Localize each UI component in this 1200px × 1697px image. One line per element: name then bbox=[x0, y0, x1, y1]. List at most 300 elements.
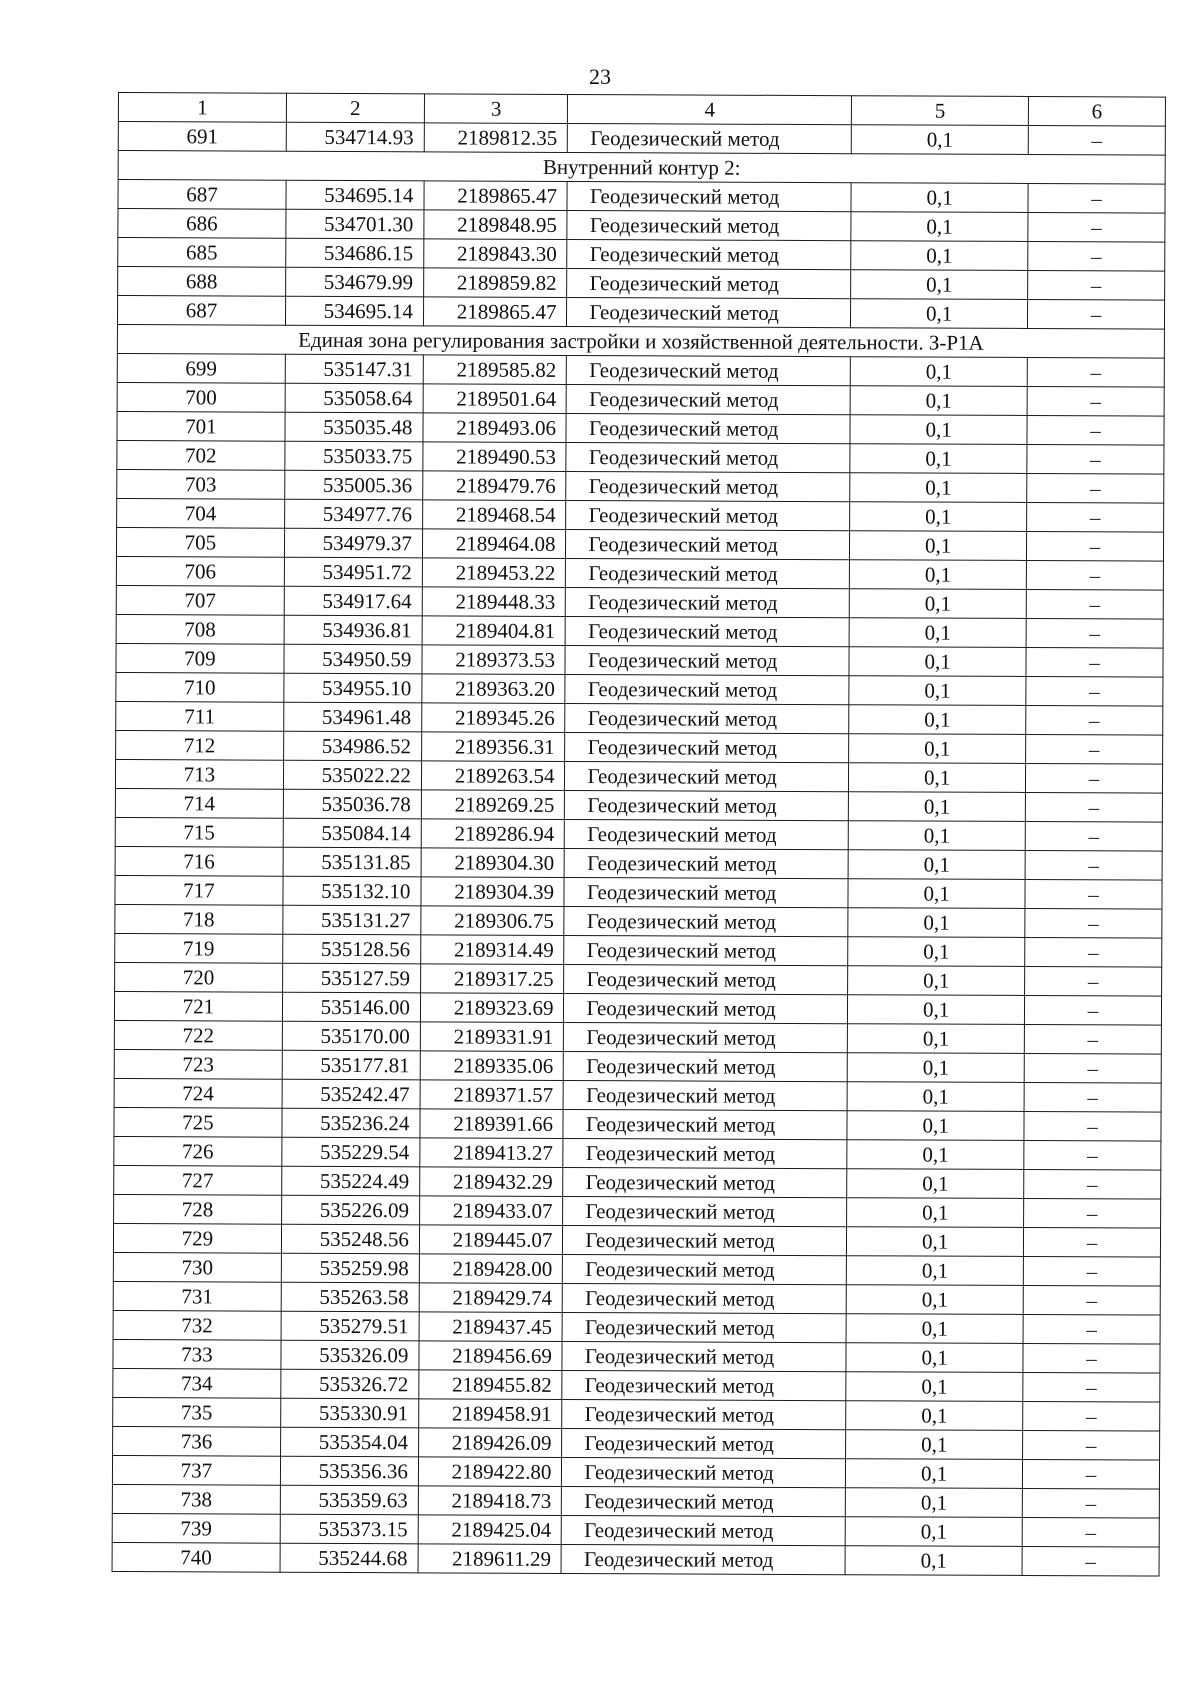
method-cell: Геодезический метод bbox=[563, 1109, 847, 1139]
method-cell: Геодезический метод bbox=[562, 1341, 846, 1371]
point-number-cell: 688 bbox=[118, 267, 286, 297]
x-coordinate-cell: 535356.36 bbox=[280, 1456, 418, 1486]
table-body bbox=[112, 93, 1165, 1577]
accuracy-cell: 0,1 bbox=[846, 1314, 1023, 1344]
note-cell: – bbox=[1024, 1111, 1161, 1141]
y-coordinate-cell: 2189479.76 bbox=[423, 471, 567, 501]
x-coordinate-cell: 535244.68 bbox=[280, 1543, 418, 1573]
x-coordinate-cell: 535242.47 bbox=[282, 1079, 420, 1109]
accuracy-cell: 0,1 bbox=[846, 1285, 1023, 1315]
x-coordinate-cell: 535147.31 bbox=[285, 354, 423, 384]
point-number-cell: 691 bbox=[118, 122, 286, 152]
point-number-cell: 719 bbox=[115, 933, 283, 963]
x-coordinate-cell: 534979.37 bbox=[284, 528, 422, 558]
y-coordinate-cell: 2189437.45 bbox=[419, 1312, 563, 1342]
method-cell: Геодезический метод bbox=[566, 471, 850, 501]
note-cell: – bbox=[1023, 1227, 1160, 1257]
method-cell: Геодезический метод bbox=[563, 1196, 847, 1226]
x-coordinate-cell: 535248.56 bbox=[281, 1224, 419, 1254]
method-cell: Геодезический метод bbox=[563, 1225, 847, 1255]
point-number-cell: 717 bbox=[115, 875, 283, 905]
y-coordinate-cell: 2189331.91 bbox=[420, 1022, 564, 1052]
note-cell: – bbox=[1027, 299, 1164, 329]
table-row bbox=[117, 498, 1164, 532]
point-number-cell: 720 bbox=[115, 962, 283, 992]
point-number-cell: 714 bbox=[115, 788, 283, 818]
method-cell: Геодезический метод bbox=[565, 819, 849, 849]
accuracy-cell: 0,1 bbox=[849, 618, 1026, 648]
method-cell: Геодезический метод bbox=[563, 1138, 847, 1168]
point-number-cell: 703 bbox=[117, 469, 285, 499]
point-number-cell: 704 bbox=[117, 498, 285, 528]
table-row bbox=[115, 846, 1162, 880]
accuracy-cell: 0,1 bbox=[847, 1053, 1024, 1083]
y-coordinate-cell: 2189356.31 bbox=[421, 732, 565, 762]
x-coordinate-cell: 534955.10 bbox=[284, 673, 422, 703]
accuracy-cell: 0,1 bbox=[851, 241, 1028, 271]
point-number-cell: 740 bbox=[112, 1542, 280, 1572]
table-row bbox=[118, 122, 1165, 156]
method-cell: Геодезический метод bbox=[564, 877, 848, 907]
method-cell: Геодезический метод bbox=[564, 1051, 848, 1081]
method-cell: Геодезический метод bbox=[567, 239, 851, 269]
method-cell: Геодезический метод bbox=[562, 1428, 846, 1458]
note-cell: – bbox=[1024, 1053, 1161, 1083]
table-row bbox=[114, 1020, 1161, 1054]
point-number-cell: 707 bbox=[116, 585, 284, 615]
x-coordinate-cell: 535226.09 bbox=[281, 1195, 419, 1225]
table-row bbox=[117, 411, 1164, 445]
y-coordinate-cell: 2189418.73 bbox=[418, 1486, 562, 1516]
note-cell: – bbox=[1028, 212, 1165, 242]
note-cell: – bbox=[1023, 1256, 1160, 1286]
note-cell: – bbox=[1022, 1488, 1159, 1518]
y-coordinate-cell: 2189865.47 bbox=[423, 297, 567, 327]
note-cell: – bbox=[1023, 1343, 1160, 1373]
method-cell: Геодезический метод bbox=[565, 674, 849, 704]
y-coordinate-cell: 2189428.00 bbox=[419, 1254, 563, 1284]
y-coordinate-cell: 2189413.27 bbox=[420, 1138, 564, 1168]
table-row bbox=[113, 1426, 1160, 1460]
method-cell: Геодезический метод bbox=[565, 645, 849, 675]
x-coordinate-cell: 534986.52 bbox=[283, 731, 421, 761]
note-cell: – bbox=[1022, 1459, 1159, 1489]
point-number-cell: 723 bbox=[114, 1049, 282, 1079]
accuracy-cell: 0,1 bbox=[848, 966, 1025, 996]
table-row bbox=[115, 788, 1162, 822]
point-number-cell: 738 bbox=[112, 1484, 280, 1514]
accuracy-cell: 0,1 bbox=[848, 1024, 1025, 1054]
note-cell: – bbox=[1023, 1372, 1160, 1402]
y-coordinate-cell: 2189371.57 bbox=[420, 1080, 564, 1110]
method-cell: Геодезический метод bbox=[564, 935, 848, 965]
accuracy-cell: 0,1 bbox=[846, 1459, 1023, 1489]
accuracy-cell: 0,1 bbox=[850, 531, 1027, 561]
accuracy-cell: 0,1 bbox=[847, 1227, 1024, 1257]
table-row bbox=[115, 933, 1162, 967]
x-coordinate-cell: 535263.58 bbox=[281, 1282, 419, 1312]
y-coordinate-cell: 2189493.06 bbox=[423, 413, 567, 443]
y-coordinate-cell: 2189304.39 bbox=[421, 877, 565, 907]
note-cell: – bbox=[1024, 1024, 1161, 1054]
table-row bbox=[117, 440, 1164, 474]
x-coordinate-cell: 535022.22 bbox=[283, 760, 421, 790]
point-number-cell: 727 bbox=[114, 1165, 282, 1195]
x-coordinate-cell: 535005.36 bbox=[285, 470, 423, 500]
column-header: 2 bbox=[286, 93, 424, 123]
method-cell: Геодезический метод bbox=[564, 1080, 848, 1110]
accuracy-cell: 0,1 bbox=[846, 1430, 1023, 1460]
method-cell: Геодезический метод bbox=[567, 297, 851, 327]
y-coordinate-cell: 2189448.33 bbox=[422, 587, 566, 617]
note-cell: – bbox=[1026, 560, 1163, 590]
table-row bbox=[115, 962, 1162, 996]
accuracy-cell: 0,1 bbox=[850, 502, 1027, 532]
point-number-cell: 731 bbox=[113, 1281, 281, 1311]
method-cell: Геодезический метод bbox=[565, 790, 849, 820]
x-coordinate-cell: 534714.93 bbox=[286, 122, 424, 152]
note-cell: – bbox=[1025, 879, 1162, 909]
point-number-cell: 700 bbox=[117, 382, 285, 412]
y-coordinate-cell: 2189425.04 bbox=[418, 1515, 562, 1545]
accuracy-cell: 0,1 bbox=[851, 357, 1028, 387]
note-cell: – bbox=[1028, 270, 1165, 300]
accuracy-cell: 0,1 bbox=[849, 734, 1026, 764]
point-number-cell: 735 bbox=[113, 1397, 281, 1427]
table-row bbox=[114, 1136, 1161, 1170]
method-cell: Геодезический метод bbox=[564, 964, 848, 994]
table-row bbox=[116, 527, 1163, 561]
table-row bbox=[116, 672, 1163, 706]
table-row bbox=[115, 817, 1162, 851]
x-coordinate-cell: 534977.76 bbox=[284, 499, 422, 529]
x-coordinate-cell: 535058.64 bbox=[285, 383, 423, 413]
y-coordinate-cell: 2189304.30 bbox=[421, 848, 565, 878]
y-coordinate-cell: 2189501.64 bbox=[423, 384, 567, 414]
x-coordinate-cell: 535224.49 bbox=[282, 1166, 420, 1196]
accuracy-cell: 0,1 bbox=[851, 270, 1028, 300]
accuracy-cell: 0,1 bbox=[850, 473, 1027, 503]
method-cell: Геодезический метод bbox=[567, 210, 851, 240]
note-cell: – bbox=[1024, 1169, 1161, 1199]
note-cell: – bbox=[1022, 1546, 1159, 1576]
method-cell: Геодезический метод bbox=[562, 1370, 846, 1400]
accuracy-cell: 0,1 bbox=[850, 444, 1027, 474]
y-coordinate-cell: 2189422.80 bbox=[418, 1457, 562, 1487]
table-row bbox=[114, 1165, 1161, 1199]
accuracy-cell: 0,1 bbox=[845, 1517, 1022, 1547]
table-row bbox=[116, 730, 1163, 764]
accuracy-cell: 0,1 bbox=[850, 560, 1027, 590]
point-number-cell: 686 bbox=[118, 209, 286, 239]
accuracy-cell: 0,1 bbox=[847, 1082, 1024, 1112]
section-heading-row bbox=[117, 324, 1164, 358]
table-row bbox=[112, 1484, 1159, 1518]
method-cell: Геодезический метод bbox=[566, 587, 850, 617]
table-row bbox=[113, 1339, 1160, 1373]
x-coordinate-cell: 534695.14 bbox=[286, 180, 424, 210]
table-row bbox=[113, 1223, 1160, 1257]
x-coordinate-cell: 534686.15 bbox=[286, 238, 424, 268]
method-cell: Геодезический метод bbox=[566, 558, 850, 588]
note-cell: – bbox=[1026, 647, 1163, 677]
x-coordinate-cell: 535127.59 bbox=[282, 963, 420, 993]
point-number-cell: 724 bbox=[114, 1078, 282, 1108]
table-row bbox=[117, 296, 1164, 330]
y-coordinate-cell: 2189263.54 bbox=[421, 761, 565, 791]
x-coordinate-cell: 535259.98 bbox=[281, 1253, 419, 1283]
y-coordinate-cell: 2189373.53 bbox=[422, 645, 566, 675]
method-cell: Геодезический метод bbox=[566, 442, 850, 472]
accuracy-cell: 0,1 bbox=[848, 850, 1025, 880]
y-coordinate-cell: 2189458.91 bbox=[419, 1399, 563, 1429]
method-cell: Геодезический метод bbox=[564, 1022, 848, 1052]
x-coordinate-cell: 535036.78 bbox=[283, 789, 421, 819]
point-number-cell: 708 bbox=[116, 614, 284, 644]
point-number-cell: 710 bbox=[116, 672, 284, 702]
column-header: 1 bbox=[118, 93, 286, 123]
x-coordinate-cell: 535146.00 bbox=[282, 992, 420, 1022]
accuracy-cell: 0,1 bbox=[847, 1169, 1024, 1199]
x-coordinate-cell: 535326.72 bbox=[281, 1369, 419, 1399]
accuracy-cell: 0,1 bbox=[847, 1140, 1024, 1170]
point-number-cell: 737 bbox=[112, 1455, 280, 1485]
method-cell: Геодезический метод bbox=[563, 1283, 847, 1313]
method-cell: Геодезический метод bbox=[566, 529, 850, 559]
point-number-cell: 709 bbox=[116, 643, 284, 673]
table-row bbox=[114, 1194, 1161, 1228]
x-coordinate-cell: 535359.63 bbox=[280, 1485, 418, 1515]
note-cell: – bbox=[1027, 444, 1164, 474]
y-coordinate-cell: 2189323.69 bbox=[420, 993, 564, 1023]
method-cell: Геодезический метод bbox=[567, 355, 851, 385]
accuracy-cell: 0,1 bbox=[851, 183, 1028, 213]
point-number-cell: 729 bbox=[113, 1223, 281, 1253]
y-coordinate-cell: 2189269.25 bbox=[421, 790, 565, 820]
table-row bbox=[118, 267, 1165, 301]
note-cell: – bbox=[1027, 386, 1164, 416]
accuracy-cell: 0,1 bbox=[851, 212, 1028, 242]
point-number-cell: 733 bbox=[113, 1339, 281, 1369]
table-row bbox=[118, 238, 1165, 272]
section-heading-row bbox=[118, 151, 1165, 185]
x-coordinate-cell: 535229.54 bbox=[282, 1137, 420, 1167]
note-cell: – bbox=[1028, 183, 1165, 213]
method-cell: Геодезический метод bbox=[565, 703, 849, 733]
x-coordinate-cell: 535035.48 bbox=[285, 412, 423, 442]
table-row bbox=[118, 209, 1165, 243]
y-coordinate-cell: 2189317.25 bbox=[420, 964, 564, 994]
table-row bbox=[117, 382, 1164, 416]
note-cell: – bbox=[1027, 502, 1164, 532]
note-cell: – bbox=[1026, 618, 1163, 648]
point-number-cell: 736 bbox=[113, 1426, 281, 1456]
accuracy-cell: 0,1 bbox=[850, 415, 1027, 445]
point-number-cell: 687 bbox=[118, 180, 286, 210]
table-row bbox=[114, 991, 1161, 1025]
method-cell: Геодезический метод bbox=[563, 1254, 847, 1284]
x-coordinate-cell: 534950.59 bbox=[284, 644, 422, 674]
accuracy-cell: 0,1 bbox=[851, 299, 1028, 329]
table-row bbox=[115, 875, 1162, 909]
method-cell: Геодезический метод bbox=[562, 1515, 846, 1545]
y-coordinate-cell: 2189455.82 bbox=[419, 1370, 563, 1400]
method-cell: Геодезический метод bbox=[565, 732, 849, 762]
accuracy-cell: 0,1 bbox=[849, 792, 1026, 822]
point-number-cell: 715 bbox=[115, 817, 283, 847]
method-cell: Геодезический метод bbox=[567, 268, 851, 298]
x-coordinate-cell: 535330.91 bbox=[281, 1398, 419, 1428]
note-cell: – bbox=[1025, 937, 1162, 967]
note-cell: – bbox=[1028, 241, 1165, 271]
accuracy-cell: 0,1 bbox=[852, 125, 1029, 155]
x-coordinate-cell: 535354.04 bbox=[280, 1427, 418, 1457]
accuracy-cell: 0,1 bbox=[846, 1372, 1023, 1402]
point-number-cell: 734 bbox=[113, 1368, 281, 1398]
y-coordinate-cell: 2189456.69 bbox=[419, 1341, 563, 1371]
method-cell: Геодезический метод bbox=[563, 1167, 847, 1197]
point-number-cell: 699 bbox=[117, 353, 285, 383]
y-coordinate-cell: 2189859.82 bbox=[424, 268, 568, 298]
accuracy-cell: 0,1 bbox=[847, 1198, 1024, 1228]
method-cell: Геодезический метод bbox=[567, 384, 851, 414]
table-row bbox=[114, 1049, 1161, 1083]
accuracy-cell: 0,1 bbox=[850, 386, 1027, 416]
x-coordinate-cell: 534679.99 bbox=[285, 267, 423, 297]
accuracy-cell: 0,1 bbox=[848, 879, 1025, 909]
table-row bbox=[116, 585, 1163, 619]
x-coordinate-cell: 535326.09 bbox=[281, 1340, 419, 1370]
table-row bbox=[117, 469, 1164, 503]
y-coordinate-cell: 2189464.08 bbox=[422, 529, 566, 559]
point-number-cell: 739 bbox=[112, 1513, 280, 1543]
note-cell: – bbox=[1025, 908, 1162, 938]
x-coordinate-cell: 535131.27 bbox=[283, 905, 421, 935]
table-row bbox=[114, 1078, 1161, 1112]
y-coordinate-cell: 2189848.95 bbox=[424, 210, 568, 240]
accuracy-cell: 0,1 bbox=[845, 1546, 1022, 1576]
accuracy-cell: 0,1 bbox=[849, 763, 1026, 793]
header-row bbox=[118, 93, 1165, 127]
y-coordinate-cell: 2189453.22 bbox=[422, 558, 566, 588]
y-coordinate-cell: 2189585.82 bbox=[423, 355, 567, 385]
y-coordinate-cell: 2189335.06 bbox=[420, 1051, 564, 1081]
point-number-cell: 716 bbox=[115, 846, 283, 876]
method-cell: Геодезический метод bbox=[565, 761, 849, 791]
accuracy-cell: 0,1 bbox=[847, 1256, 1024, 1286]
table-row bbox=[113, 1368, 1160, 1402]
note-cell: – bbox=[1025, 763, 1162, 793]
accuracy-cell: 0,1 bbox=[846, 1401, 1023, 1431]
y-coordinate-cell: 2189391.66 bbox=[420, 1109, 564, 1139]
note-cell: – bbox=[1023, 1430, 1160, 1460]
table-row bbox=[113, 1281, 1160, 1315]
method-cell: Геодезический метод bbox=[566, 500, 850, 530]
x-coordinate-cell: 534936.81 bbox=[284, 615, 422, 645]
y-coordinate-cell: 2189345.26 bbox=[422, 703, 566, 733]
point-number-cell: 721 bbox=[114, 991, 282, 1021]
note-cell: – bbox=[1026, 705, 1163, 735]
note-cell: – bbox=[1028, 125, 1165, 155]
note-cell: – bbox=[1026, 676, 1163, 706]
page-number: 23 bbox=[589, 64, 611, 89]
table-row bbox=[116, 614, 1163, 648]
method-cell: Геодезический метод bbox=[563, 1312, 847, 1342]
table-row bbox=[115, 759, 1162, 793]
x-coordinate-cell: 535236.24 bbox=[282, 1108, 420, 1138]
table-row bbox=[118, 180, 1165, 214]
point-number-cell: 718 bbox=[115, 904, 283, 934]
table-row bbox=[112, 1455, 1159, 1489]
accuracy-cell: 0,1 bbox=[849, 676, 1026, 706]
x-coordinate-cell: 535084.14 bbox=[283, 818, 421, 848]
note-cell: – bbox=[1024, 1082, 1161, 1112]
method-cell: Геодезический метод bbox=[568, 123, 852, 153]
x-coordinate-cell: 534917.64 bbox=[284, 586, 422, 616]
section-heading: Единая зона регулирования застройки и хозяйственной деятельности. З-Р1А bbox=[117, 324, 1164, 358]
accuracy-cell: 0,1 bbox=[849, 705, 1026, 735]
x-coordinate-cell: 535132.10 bbox=[283, 876, 421, 906]
point-number-cell: 728 bbox=[114, 1194, 282, 1224]
y-coordinate-cell: 2189286.94 bbox=[421, 819, 565, 849]
method-cell: Геодезический метод bbox=[565, 848, 849, 878]
note-cell: – bbox=[1026, 589, 1163, 619]
y-coordinate-cell: 2189426.09 bbox=[418, 1428, 562, 1458]
x-coordinate-cell: 535170.00 bbox=[282, 1021, 420, 1051]
note-cell: – bbox=[1026, 734, 1163, 764]
x-coordinate-cell: 534961.48 bbox=[284, 702, 422, 732]
note-cell: – bbox=[1024, 995, 1161, 1025]
method-cell: Геодезический метод bbox=[566, 616, 850, 646]
method-cell: Геодезический метод bbox=[562, 1399, 846, 1429]
note-cell: – bbox=[1023, 1401, 1160, 1431]
note-cell: – bbox=[1025, 850, 1162, 880]
table-row bbox=[113, 1252, 1160, 1286]
y-coordinate-cell: 2189865.47 bbox=[424, 181, 568, 211]
point-number-cell: 712 bbox=[116, 730, 284, 760]
accuracy-cell: 0,1 bbox=[846, 1343, 1023, 1373]
accuracy-cell: 0,1 bbox=[849, 647, 1026, 677]
y-coordinate-cell: 2189429.74 bbox=[419, 1283, 563, 1313]
note-cell: – bbox=[1024, 1140, 1161, 1170]
x-coordinate-cell: 535131.85 bbox=[283, 847, 421, 877]
table-row bbox=[116, 556, 1163, 590]
y-coordinate-cell: 2189404.81 bbox=[422, 616, 566, 646]
point-number-cell: 722 bbox=[114, 1020, 282, 1050]
note-cell: – bbox=[1022, 1517, 1159, 1547]
y-coordinate-cell: 2189432.29 bbox=[420, 1167, 564, 1197]
accuracy-cell: 0,1 bbox=[848, 937, 1025, 967]
method-cell: Геодезический метод bbox=[564, 993, 848, 1023]
method-cell: Геодезический метод bbox=[564, 906, 848, 936]
y-coordinate-cell: 2189843.30 bbox=[424, 239, 568, 269]
method-cell: Геодезический метод bbox=[566, 413, 850, 443]
accuracy-cell: 0,1 bbox=[848, 821, 1025, 851]
note-cell: – bbox=[1025, 966, 1162, 996]
point-number-cell: 730 bbox=[113, 1252, 281, 1282]
x-coordinate-cell: 535128.56 bbox=[283, 934, 421, 964]
x-coordinate-cell: 535033.75 bbox=[285, 441, 423, 471]
y-coordinate-cell: 2189433.07 bbox=[419, 1196, 563, 1226]
accuracy-cell: 0,1 bbox=[848, 995, 1025, 1025]
column-header: 6 bbox=[1028, 96, 1165, 126]
table-row bbox=[115, 904, 1162, 938]
point-number-cell: 726 bbox=[114, 1136, 282, 1166]
method-cell: Геодезический метод bbox=[567, 181, 851, 211]
table-row bbox=[113, 1397, 1160, 1431]
x-coordinate-cell: 534695.14 bbox=[285, 296, 423, 326]
accuracy-cell: 0,1 bbox=[850, 589, 1027, 619]
